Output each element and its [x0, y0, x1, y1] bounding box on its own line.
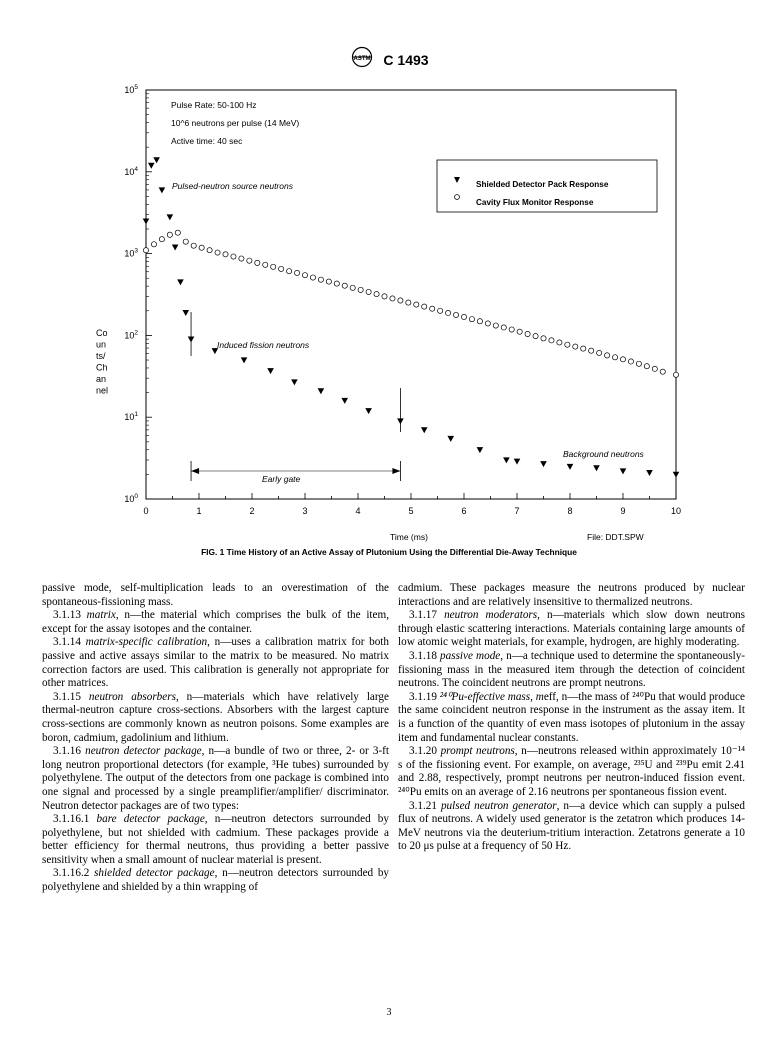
defined-term: neutron detector package	[85, 745, 202, 758]
data-point-cavity-flux	[191, 243, 196, 248]
data-point-cavity-flux	[422, 304, 427, 309]
data-point-shielded-detector	[503, 457, 510, 463]
body-paragraph	[398, 691, 745, 745]
x-tick-label: 3	[302, 506, 308, 516]
data-point-cavity-flux	[334, 281, 339, 286]
annotation-induced-fission: Induced fission neutrons	[217, 340, 310, 350]
data-point-shielded-detector	[291, 379, 298, 385]
data-point-shielded-detector	[514, 459, 521, 465]
defined-term: ²⁴⁰Pu-effective mass, m	[439, 690, 544, 703]
x-axis-label: Time (ms)	[390, 532, 428, 542]
data-point-cavity-flux	[398, 298, 403, 303]
data-point-cavity-flux	[438, 308, 443, 313]
data-point-cavity-flux	[406, 300, 411, 305]
data-point-shielded-detector	[143, 218, 150, 224]
x-tick-label: 8	[567, 506, 573, 516]
definition-text: , n—a device which can supply a pulsed flux of neutrons. A widely used generator is the zetatron which produces 14-MeV neutrons via the deuterium-tritium interaction. Zetatrons generate a 10 to 20 μs pulse at a frequency of 50 Hz.	[398, 799, 745, 853]
data-point-shielded-detector	[341, 398, 348, 404]
x-tick-label: 10	[670, 506, 682, 516]
definition-text: , n—the material which comprises the bulk of the item, except for the assay isotopes and the container.	[42, 609, 389, 635]
data-point-cavity-flux	[175, 230, 180, 235]
y-tick-label: $10^4$	[124, 165, 138, 177]
plot-border	[146, 90, 676, 499]
data-point-cavity-flux	[525, 331, 530, 336]
data-point-shielded-detector	[447, 436, 454, 442]
left-column	[42, 582, 389, 895]
body-paragraph	[42, 691, 389, 745]
data-point-cavity-flux	[509, 327, 514, 332]
y-tick-label: $10^5$	[124, 84, 138, 95]
defined-term: prompt neutrons	[440, 745, 515, 758]
plot-frame	[146, 90, 676, 499]
defined-term: matrix-specific calibration	[85, 636, 208, 649]
data-point-cavity-flux	[199, 245, 204, 250]
data-point-cavity-flux	[620, 357, 625, 362]
data-point-shielded-detector	[421, 427, 428, 433]
paragraph-number: 3.1.19	[409, 690, 440, 703]
paragraph-number: 3.1.16.1	[53, 813, 97, 826]
data-point-cavity-flux	[605, 353, 610, 358]
y-axis-label-line: Co	[96, 328, 108, 338]
data-point-cavity-flux	[183, 239, 188, 244]
data-point-cavity-flux	[414, 302, 419, 307]
body-paragraph	[398, 650, 745, 691]
definition-text: , n—uses a calibration matrix for both passive and active assays similar to the matrix to be measured. No matrix correction factors are used. This calibration is generally not appropriate for other matrices.	[42, 636, 389, 690]
data-point-shielded-detector	[567, 464, 574, 470]
page-number: 3	[386, 1007, 392, 1018]
y-tick-label: $10^0$	[124, 493, 138, 504]
data-point-cavity-flux	[302, 273, 307, 278]
data-point-shielded-detector	[177, 279, 184, 285]
annotation-active-time: Active time: 40 sec	[171, 136, 243, 146]
data-point-cavity-flux	[318, 277, 323, 282]
body-paragraph: passive mode, self-multiplication leads to an overestimation of the spontaneous-fissioning mass.	[42, 582, 389, 608]
x-tick-label: 2	[249, 506, 255, 516]
data-point-shielded-detector	[167, 214, 174, 220]
data-point-cavity-flux	[255, 260, 260, 265]
logo-text: ASTM	[353, 56, 371, 62]
data-point-cavity-flux	[565, 342, 570, 347]
data-point-cavity-flux	[263, 262, 268, 267]
y-axis-label-line: un	[96, 339, 107, 350]
data-point-cavity-flux	[493, 323, 498, 328]
data-point-cavity-flux	[382, 294, 387, 299]
x-tick-label: 4	[355, 506, 361, 516]
data-point-shielded-detector	[153, 157, 160, 163]
data-point-cavity-flux	[541, 336, 546, 341]
x-tick-label: 6	[461, 506, 467, 516]
data-point-shielded-detector	[159, 187, 166, 193]
gate-arrow-left-icon	[191, 468, 199, 474]
data-point-cavity-flux	[271, 264, 276, 269]
paragraph-number: 3.1.17	[409, 609, 445, 622]
axis-ticks	[146, 90, 676, 499]
definition-text: , n—neutron detectors surrounded by polyethylene and shielded by a thin wrapping of	[42, 867, 390, 894]
data-point-cavity-flux	[533, 334, 538, 339]
data-point-cavity-flux	[326, 279, 331, 284]
annotation-pulsed-source: Pulsed-neutron source neutrons	[172, 181, 293, 191]
y-axis-label-line: nel	[96, 385, 109, 396]
body-paragraph	[42, 813, 389, 867]
defined-term: neutron moderators	[444, 609, 538, 622]
body-paragraph	[42, 636, 389, 690]
defined-term: neutron absorbers	[88, 690, 176, 703]
data-point-shielded-detector	[593, 465, 600, 471]
data-point-cavity-flux	[374, 291, 379, 296]
x-tick-label: 0	[143, 506, 149, 516]
data-point-cavity-flux	[151, 242, 156, 247]
data-point-cavity-flux	[469, 317, 474, 322]
data-point-shielded-detector	[620, 468, 627, 474]
annotation-background: Background neutrons	[563, 449, 644, 459]
body-paragraph	[42, 745, 389, 813]
defined-term: passive mode	[440, 649, 501, 662]
data-point-cavity-flux	[310, 275, 315, 280]
y-tick-labels	[124, 84, 138, 504]
definition-text: , n—neutron detectors surrounded by polyethylene, but not shielded with cadmium. These packages provide a better efficiency for thermal neutrons, thus providing a better passive sensitivity when a small amount of nuclear material is present.	[42, 813, 389, 866]
data-point-shielded-detector	[318, 388, 325, 394]
data-point-cavity-flux	[461, 314, 466, 319]
paragraph-number: 3.1.14	[53, 636, 86, 649]
data-point-cavity-flux	[612, 355, 617, 360]
body-paragraph	[42, 609, 389, 636]
data-point-cavity-flux	[223, 252, 228, 257]
data-point-shielded-detector	[148, 163, 155, 169]
data-point-cavity-flux	[660, 369, 665, 374]
data-point-cavity-flux	[239, 256, 244, 261]
chart-legend	[437, 160, 657, 212]
x-tick-label: 1	[196, 506, 202, 516]
data-point-cavity-flux	[557, 340, 562, 345]
legend-label-shielded: Shielded Detector Pack Response	[476, 180, 609, 189]
data-point-shielded-detector	[477, 447, 484, 453]
data-point-cavity-flux	[287, 269, 292, 274]
definition-text: eff, n—the mass of ²⁴⁰Pu that would produce the same coincident neutron response in the instrument as the assay item. It is a function of the quantity of even mass isotopes of plutonium in the assay item and fundamental nuclear constants.	[398, 690, 745, 744]
legend-label-cavity: Cavity Flux Monitor Response	[476, 198, 594, 207]
paragraph-number: 3.1.18	[409, 649, 441, 662]
body-paragraph	[398, 609, 745, 650]
data-point-cavity-flux	[581, 346, 586, 351]
data-point-cavity-flux	[501, 325, 506, 330]
y-tick-label: $10^1$	[124, 411, 138, 423]
data-point-cavity-flux	[477, 319, 482, 324]
data-point-cavity-flux	[366, 289, 371, 294]
series-cavity-flux	[143, 230, 678, 377]
y-axis-label-line: ts/	[96, 351, 106, 361]
data-point-cavity-flux	[167, 232, 172, 237]
data-point-cavity-flux	[549, 338, 554, 343]
data-point-cavity-flux	[358, 287, 363, 292]
data-point-cavity-flux	[207, 248, 212, 253]
y-axis-label-line: an	[96, 374, 107, 384]
x-tick-label: 5	[408, 506, 414, 516]
data-point-shielded-detector	[241, 357, 248, 363]
y-axis-label-line: Ch	[96, 362, 108, 373]
data-point-cavity-flux	[390, 296, 395, 301]
y-tick-label: $10^3$	[124, 247, 138, 259]
defined-term: matrix	[86, 609, 116, 622]
defined-term: pulsed neutron generator	[440, 799, 557, 812]
document-number: C 1493	[383, 51, 429, 68]
defined-term: shielded detector package	[94, 867, 215, 880]
data-point-cavity-flux	[636, 361, 641, 366]
data-point-cavity-flux	[517, 329, 522, 334]
body-paragraph	[398, 745, 745, 799]
body-paragraph	[398, 800, 745, 854]
data-point-cavity-flux	[597, 350, 602, 355]
x-tick-label: 9	[620, 506, 626, 516]
gate-arrow-right-icon	[392, 468, 400, 474]
paragraph-number: 3.1.16.2	[53, 867, 95, 880]
data-point-cavity-flux	[350, 285, 355, 290]
paragraph-number: 3.1.16	[53, 745, 86, 758]
data-point-shielded-detector	[673, 472, 680, 478]
definition-text: , n—materials which have relatively large thermal-neutron capture cross-sections. Absorbers with the largest capture cross-sections are commonly known as neutron poisons. Some examples are boron, cadmium, gadolinium and lithium.	[42, 690, 389, 744]
data-point-shielded-detector	[540, 461, 547, 467]
body-paragraph	[42, 867, 389, 894]
definition-text: , n—neutrons released within approximately 10⁻¹⁴ s of the fissioning event. For example, on average, ²³⁵U and ²³⁹Pu emit 2.41 and 2.88, respectively, prompt neutrons per neutron-induced fission event. ²⁴⁰Pu emits on an average of 2.16 neutrons per spontaneous fission event.	[398, 745, 746, 798]
definition-text: , n—materials which slow down neutrons through elastic scattering interactions. Materials containing large amounts of low atomic weight materials, for example, hydrogen, are highly moderating.	[398, 609, 745, 649]
data-point-cavity-flux	[294, 270, 299, 275]
data-point-shielded-detector	[646, 470, 653, 476]
data-point-shielded-detector	[182, 310, 189, 316]
data-point-cavity-flux	[159, 237, 164, 242]
early-gate-marker	[191, 312, 400, 481]
annotation-neutrons-per-pulse: 10^6 neutrons per pulse (14 MeV)	[171, 118, 300, 128]
x-tick-label: 7	[514, 506, 520, 516]
data-point-cavity-flux	[279, 266, 284, 271]
figure-caption: FIG. 1 Time History of an Active Assay of Plutonium Using the Differential Die-Away Technique	[201, 547, 577, 557]
y-tick-label: $10^2$	[124, 329, 138, 341]
y-axis-label	[96, 328, 108, 396]
annotation-pulse-rate: Pulse Rate: 50-100 Hz	[171, 100, 257, 110]
data-point-shielded-detector	[365, 408, 372, 414]
x-tick-labels	[143, 506, 681, 516]
data-point-shielded-detector	[267, 368, 274, 374]
right-column	[398, 582, 745, 854]
body-paragraph: cadmium. These packages measure the neutrons produced by nuclear interactions and are relatively insensitive to thermalized neutrons.	[398, 582, 745, 608]
data-point-shielded-detector	[172, 245, 179, 251]
paragraph-number: 3.1.13	[53, 609, 87, 622]
data-point-cavity-flux	[446, 310, 451, 315]
annotation-early-gate: Early gate	[262, 474, 301, 484]
data-point-cavity-flux	[453, 312, 458, 317]
paragraph-number: 3.1.15	[53, 690, 89, 703]
definition-text: , n—a bundle of two or three, 2- or 3-ft long neutron proportional detectors (for example, ³He tubes) surrounded by polyethylene. The output of the detectors from one package is combined into one signal and processed by a single preamplifier/amplifier/ discriminator. Neutron detector packages are of two types:	[42, 745, 390, 812]
data-point-cavity-flux	[644, 364, 649, 369]
annotation-file: File: DDT.SPW	[587, 532, 644, 542]
data-point-cavity-flux	[589, 348, 594, 353]
definition-text: , n—a technique used to determine the spontaneously-fissioning mass in the measured item through the detection of coincident neutrons. The coincident neutrons are prompt neutrons.	[398, 649, 746, 690]
data-point-cavity-flux	[652, 366, 657, 371]
data-point-cavity-flux	[215, 250, 220, 255]
data-point-cavity-flux	[342, 283, 347, 288]
paragraph-number: 3.1.21	[409, 799, 441, 812]
data-point-cavity-flux	[231, 254, 236, 259]
data-point-cavity-flux	[430, 306, 435, 311]
data-point-cavity-flux	[143, 248, 148, 253]
paragraph-number: 3.1.20	[409, 745, 441, 758]
data-point-cavity-flux	[247, 258, 252, 263]
data-point-cavity-flux	[573, 344, 578, 349]
data-point-cavity-flux	[628, 359, 633, 364]
data-point-cavity-flux	[673, 372, 678, 377]
defined-term: bare detector package	[96, 813, 205, 826]
data-point-cavity-flux	[485, 321, 490, 326]
